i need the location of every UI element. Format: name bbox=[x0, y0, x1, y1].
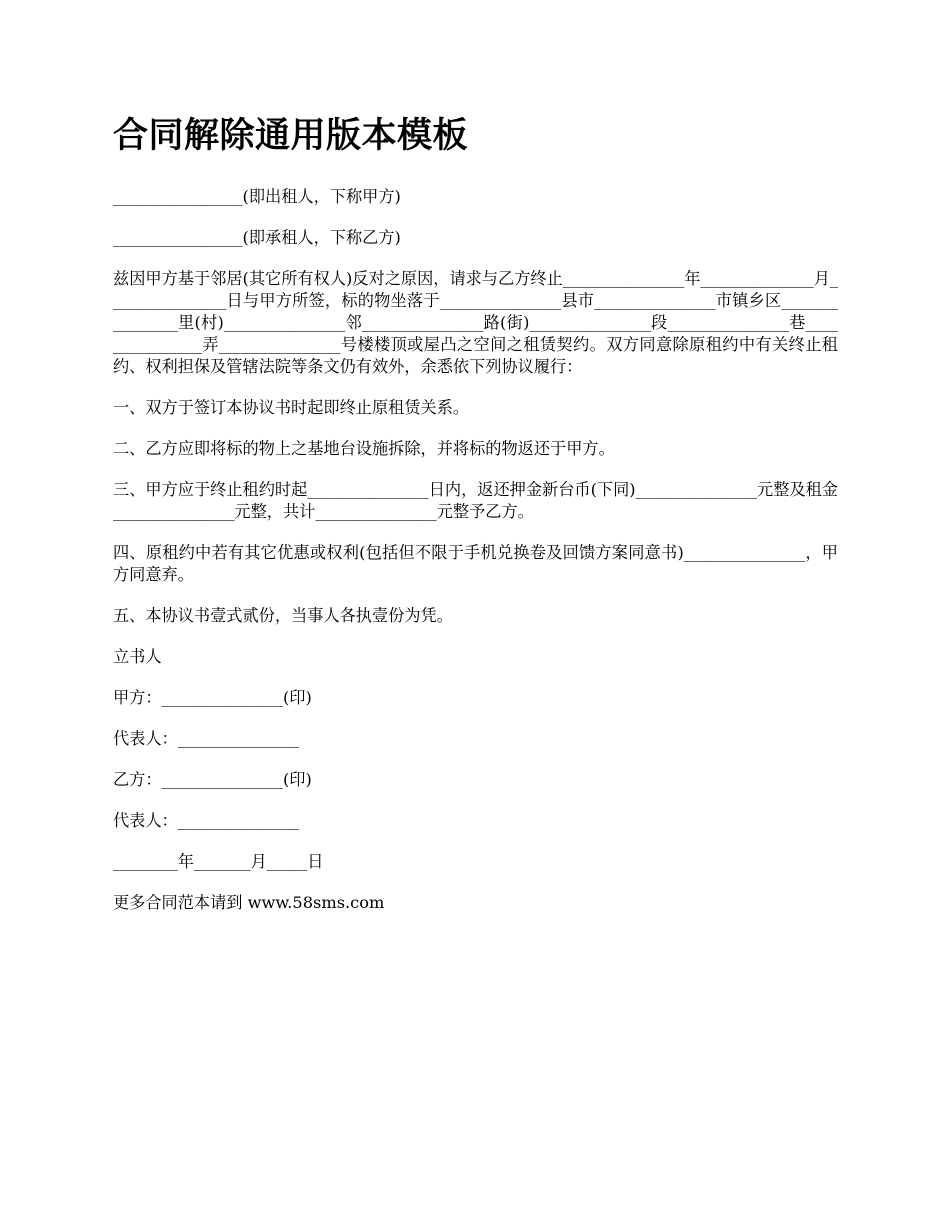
footer-note: 更多合同范本请到 www.58sms.com bbox=[113, 893, 385, 912]
clause-1: 一、双方于签订本协议书时起即终止原租赁关系。 bbox=[113, 398, 470, 417]
lessor-line: ________________(即出租人，下称甲方) bbox=[113, 187, 401, 206]
party-b-signature-line: 乙方：_______________(印) bbox=[113, 770, 312, 789]
party-a-representative-line: 代表人：_______________ bbox=[113, 729, 300, 748]
clause-4: 四、原租约中若有其它优惠或权利(包括但不限于手机兑换卷及回馈方案同意书)_______________，甲方同意弃。 bbox=[113, 543, 838, 584]
document-title: 合同解除通用版本模板 bbox=[113, 116, 469, 156]
party-b-representative-line: 代表人：_______________ bbox=[113, 811, 300, 830]
preamble-paragraph: 兹因甲方基于邻居(其它所有权人)反对之原因，请求与乙方终止_______________年______________月_______________日与甲方所签，标的物坐落于_______________县市_______________市镇乡区_______________里(村)_______________邻_______________路(街)_______________段_______________巷_______________弄_______________号楼楼顶或屋凸之空间之租赁契约。双方同意除原租约中有关终止租约、权利担保及管辖法院等条文仍有效外，余悉依下列协议履行： bbox=[113, 269, 838, 376]
clause-5: 五、本协议书壹式贰份，当事人各执壹份为凭。 bbox=[113, 606, 453, 625]
clause-2: 二、乙方应即将标的物上之基地台设施拆除，并将标的物返还于甲方。 bbox=[113, 439, 615, 458]
lessee-line: ________________(即承租人，下称乙方) bbox=[113, 228, 401, 247]
document-page bbox=[113, 112, 838, 933]
date-line: ________年_______月_____日 bbox=[113, 852, 324, 871]
clause-3: 三、甲方应于终止租约时起_______________日内，返还押金新台币(下同)_______________元整及租金_______________元整，共计_______________元整予乙方。 bbox=[113, 480, 838, 521]
signatories-heading: 立书人 bbox=[113, 647, 162, 666]
party-a-signature-line: 甲方：_______________(印) bbox=[113, 688, 312, 707]
